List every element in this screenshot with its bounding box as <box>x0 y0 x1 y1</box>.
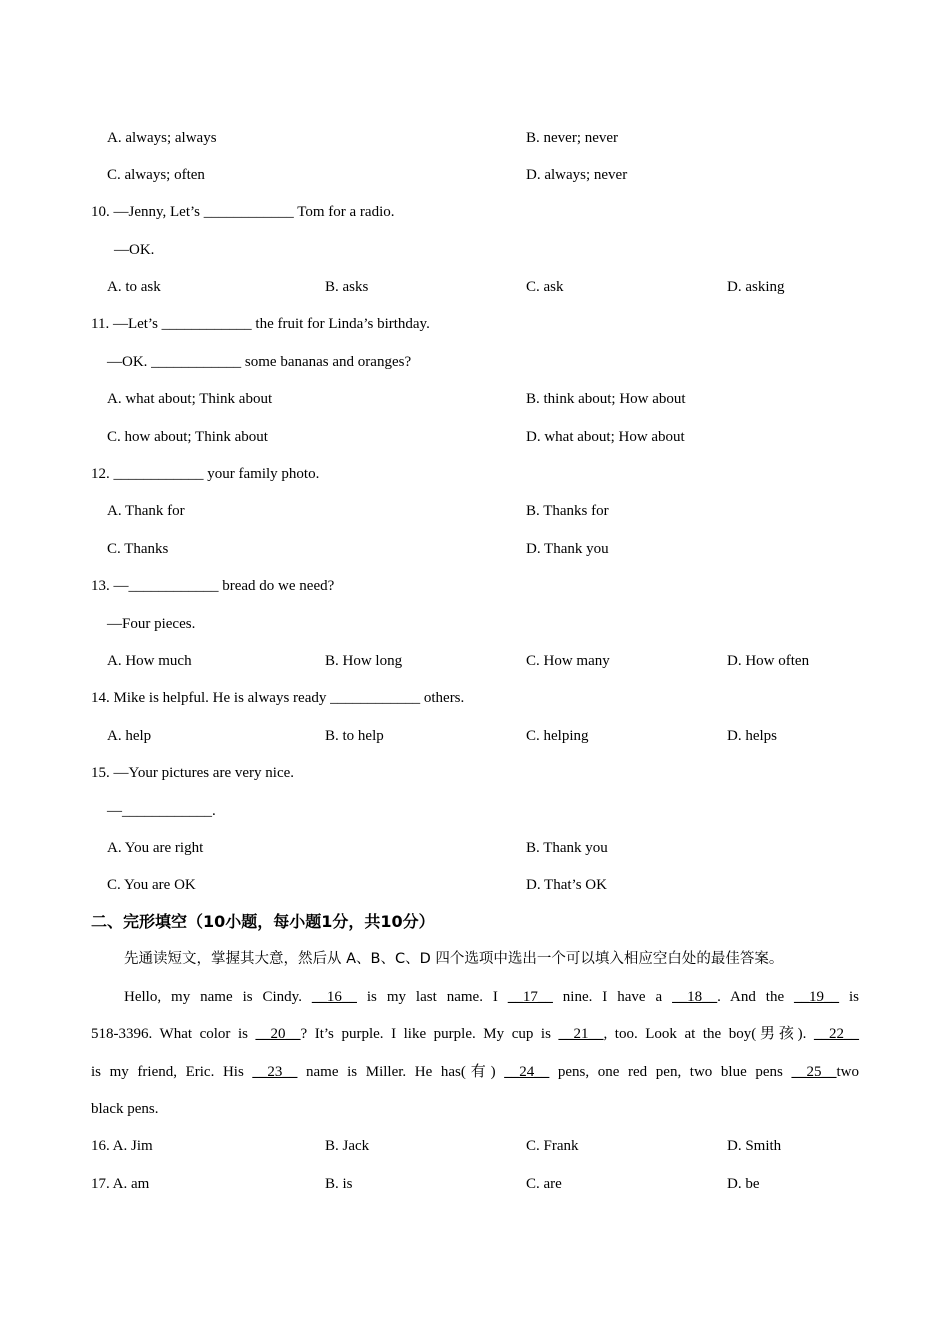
q13-option-a[interactable]: A. How much <box>107 653 192 669</box>
q14-option-d[interactable]: D. helps <box>727 728 777 744</box>
q12-stem: 12. ____________ your family photo. <box>91 466 320 482</box>
q15-option-d[interactable]: D. That’s OK <box>526 877 607 893</box>
q14-option-a[interactable]: A. help <box>107 728 152 744</box>
blank-21[interactable]: __21__ <box>558 1026 604 1042</box>
q12-option-d[interactable]: D. Thank you <box>526 541 609 557</box>
q10-option-d[interactable]: D. asking <box>727 279 785 295</box>
q9-option-d[interactable]: D. always; never <box>526 167 628 183</box>
q15-stem: 15. —Your pictures are very nice. <box>91 765 295 781</box>
passage-line-4: black pens. <box>91 1101 159 1117</box>
q13-option-c[interactable]: C. How many <box>526 653 610 669</box>
section-heading: 二、完形填空（10小题，每小题1分，共10分） <box>91 912 435 931</box>
passage-line-3: is my friend, Eric. His __23__ name is Miller. He has(有) __24__ pens, one red pen, two blue pens __25__two <box>91 1064 859 1080</box>
q17-option-a[interactable]: 17. A. am <box>91 1176 150 1192</box>
q16-option-c[interactable]: C. Frank <box>526 1138 579 1154</box>
q11-option-c[interactable]: C. how about; Think about <box>107 429 268 445</box>
q10-stem: 10. —Jenny, Let’s ____________ Tom for a radio. <box>91 204 395 220</box>
q11-stem: 11. —Let’s ____________ the fruit for Linda’s birthday. <box>91 316 430 332</box>
q14-option-b[interactable]: B. to help <box>325 728 384 744</box>
q14-option-c[interactable]: C. helping <box>526 728 589 744</box>
q11-option-b[interactable]: B. think about; How about <box>526 391 686 407</box>
q12-option-a[interactable]: A. Thank for <box>107 503 185 519</box>
q11-option-d[interactable]: D. what about; How about <box>526 429 685 445</box>
q14-stem: 14. Mike is helpful. He is always ready ____________ others. <box>91 690 465 706</box>
passage-line-2: 518-3396. What color is __20__? It’s purple. I like purple. My cup is __21__, too. Look at the boy(男孩). __22__ <box>91 1026 859 1042</box>
q13-reply: —Four pieces. <box>107 616 196 632</box>
blank-17[interactable]: __17__ <box>507 989 553 1005</box>
q12-option-b[interactable]: B. Thanks for <box>526 503 609 519</box>
q11-option-a[interactable]: A. what about; Think about <box>107 391 273 407</box>
passage-line-1: Hello, my name is Cindy. __16__ is my last name. I __17__ nine. I have a __18__. And the __19__ is <box>124 989 859 1005</box>
q10-option-c[interactable]: C. ask <box>526 279 564 295</box>
q17-option-b[interactable]: B. is <box>325 1176 353 1192</box>
blank-24[interactable]: __24__ <box>504 1064 550 1080</box>
blank-23[interactable]: __23__ <box>252 1064 298 1080</box>
q15-option-a[interactable]: A. You are right <box>107 840 204 856</box>
q17-option-d[interactable]: D. be <box>727 1176 760 1192</box>
blank-16[interactable]: __16__ <box>311 989 357 1005</box>
q15-reply: —____________. <box>107 803 216 819</box>
q16-option-a[interactable]: 16. A. Jim <box>91 1138 153 1154</box>
q10-reply: —OK. <box>114 242 155 258</box>
q9-option-a[interactable]: A. always; always <box>107 130 217 146</box>
q15-option-c[interactable]: C. You are OK <box>107 877 196 893</box>
q16-option-b[interactable]: B. Jack <box>325 1138 370 1154</box>
q10-option-a[interactable]: A. to ask <box>107 279 161 295</box>
q13-stem: 13. —____________ bread do we need? <box>91 578 335 594</box>
blank-19[interactable]: __19__ <box>794 989 840 1005</box>
q11-reply: —OK. ____________ some bananas and oranges? <box>107 354 412 370</box>
q12-option-c[interactable]: C. Thanks <box>107 541 169 557</box>
blank-22[interactable]: __22__ <box>813 1026 859 1042</box>
q13-option-d[interactable]: D. How often <box>727 653 810 669</box>
q17-option-c[interactable]: C. are <box>526 1176 562 1192</box>
q13-option-b[interactable]: B. How long <box>325 653 403 669</box>
q9-option-c[interactable]: C. always; often <box>107 167 205 183</box>
blank-18[interactable]: __18__ <box>672 989 718 1005</box>
q15-option-b[interactable]: B. Thank you <box>526 840 608 856</box>
blank-25[interactable]: __25__ <box>791 1064 837 1080</box>
q16-option-d[interactable]: D. Smith <box>727 1138 782 1154</box>
section-instruction: 先通读短文，掌握其大意，然后从 A、B、C、D 四个选项中选出一个可以填入相应空白处的最佳答案。 <box>124 951 784 967</box>
blank-20[interactable]: __20__ <box>255 1026 301 1042</box>
q10-option-b[interactable]: B. asks <box>325 279 369 295</box>
q9-option-b[interactable]: B. never; never <box>526 130 619 146</box>
